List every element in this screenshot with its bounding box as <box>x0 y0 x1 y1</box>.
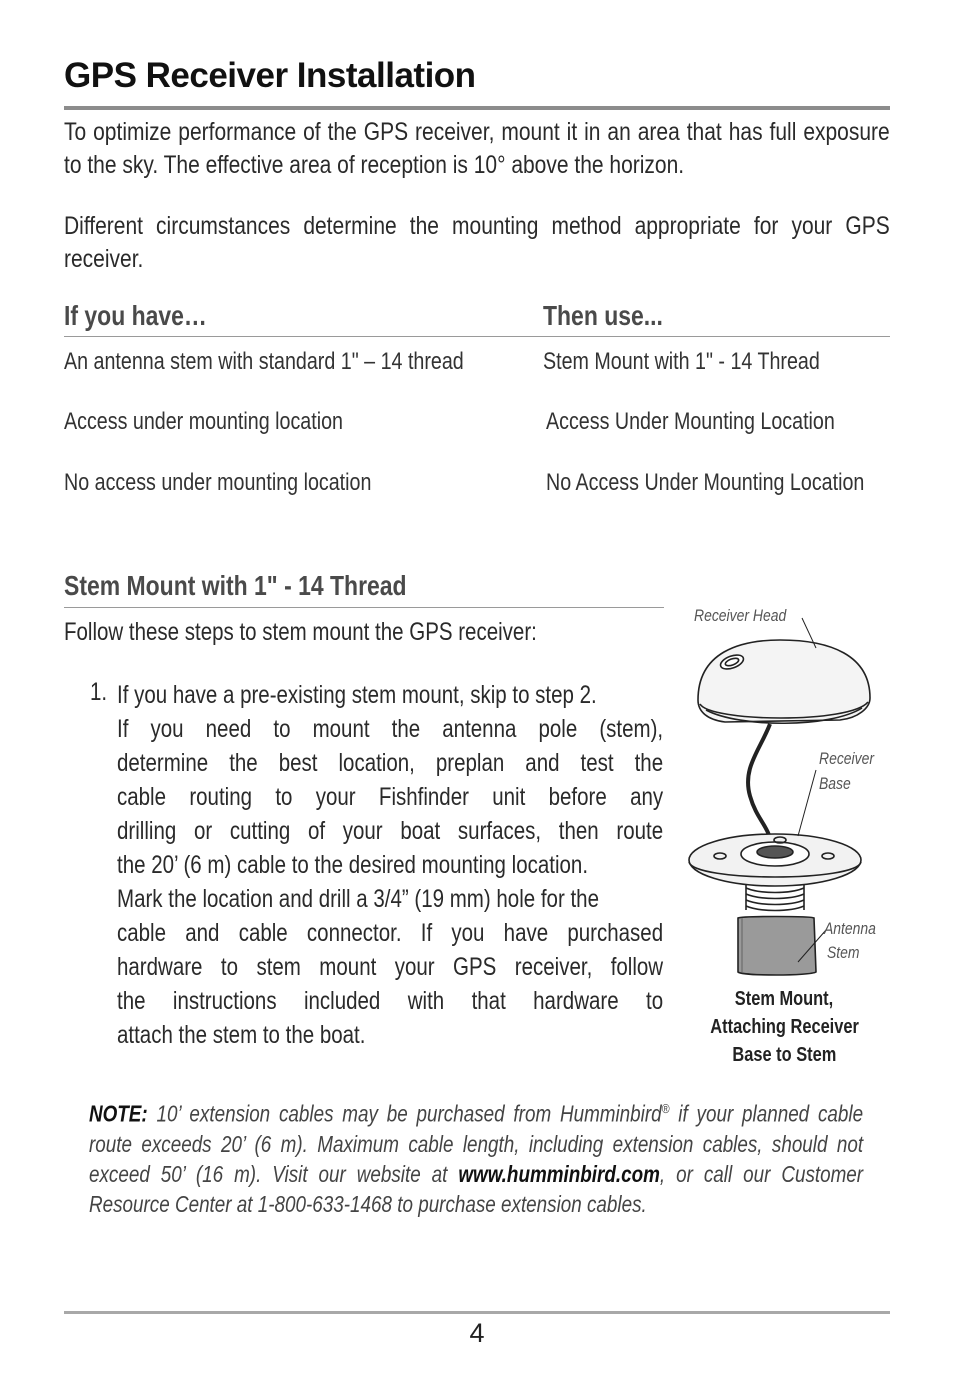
step-1-text <box>117 678 663 1052</box>
label-receiver-head <box>694 606 806 626</box>
page-title: GPS Receiver Installation <box>64 56 476 95</box>
note-text: 10’ extension cables may be purchased from Humminbird <box>147 1100 662 1127</box>
step-line: the instructions included with that hardware to <box>117 987 664 1015</box>
label-receiver-head-text: Receiver Head <box>694 606 787 625</box>
label-receiver-base-line2 <box>819 774 858 794</box>
table-cell <box>64 469 439 497</box>
section-heading-text: Stem Mount with 1" - 14 Thread <box>64 570 407 601</box>
step-line: the 20’ (6 m) cable to the desired mounting location. <box>117 851 589 879</box>
section-intro <box>64 618 641 647</box>
table-cell-text: No access under mounting location <box>64 469 372 496</box>
registered-mark: ® <box>661 1101 670 1116</box>
table-header-left-label: If you have… <box>64 300 207 331</box>
section-intro-text: Follow these steps to stem mount the GPS receiver: <box>64 618 537 646</box>
intro-paragraph-1 <box>64 116 890 182</box>
note-text: if your planned cable route exceeds 20’ (6 m). Maximum cable length, including extension cables, should not exceed 50’ (16 m). Visit our website at <box>89 1100 864 1187</box>
table-cell <box>543 348 881 376</box>
figure-caption <box>694 985 874 1069</box>
website-link[interactable]: www.humminbird.com <box>458 1160 660 1187</box>
section-divider <box>64 607 664 608</box>
step-line: If you have a pre-existing stem mount, skip to step 2. <box>117 681 597 709</box>
step-line: If you need to mount the antenna pole (stem), <box>117 715 664 743</box>
label-receiver-base-line1 <box>819 749 886 769</box>
caption-line-text: Stem Mount, <box>734 988 834 1010</box>
table-cell <box>64 348 552 376</box>
footer-divider <box>64 1311 890 1314</box>
table-cell-text: Stem Mount with 1" - 14 Thread <box>543 348 820 375</box>
step-number <box>90 678 111 707</box>
caption-line-text: Base to Stem <box>732 1044 836 1066</box>
intro-paragraph-1-text: To optimize performance of the GPS receiver, mount it in an area that has full exposure to the sky. The effective area of reception is 10° above the horizon. <box>64 118 890 179</box>
table-cell <box>546 469 934 497</box>
note-label: NOTE: <box>89 1100 148 1127</box>
intro-paragraph-2 <box>64 210 890 276</box>
caption-line-text: Attaching Receiver <box>710 1016 859 1038</box>
note-text: , or call our Customer Resource Center at 1-800-633-1468 to purchase extension cables. <box>89 1160 864 1217</box>
page-number: 4 <box>469 1318 485 1348</box>
label-antenna-stem-text: Antenna <box>824 919 876 938</box>
table-cell-text: Access under mounting location <box>64 408 343 435</box>
step-line: attach the stem to the boat. <box>117 1021 366 1049</box>
section-heading <box>64 570 482 602</box>
step-number-text: 1. <box>90 678 108 706</box>
note-paragraph <box>89 1094 863 1219</box>
caption-line <box>694 985 874 1013</box>
table-divider <box>64 336 890 337</box>
label-antenna-stem-line2 <box>827 943 867 963</box>
label-antenna-stem-text: Stem <box>827 943 860 962</box>
table-cell <box>64 408 404 436</box>
label-receiver-base-text: Receiver <box>819 749 875 768</box>
table-cell-text: Access Under Mounting Location <box>546 408 835 435</box>
step-line: drilling or cutting of your boat surfaces, then route <box>117 817 664 845</box>
step-line: Mark the location and drill a 3/4” (19 mm) hole for the <box>117 885 599 913</box>
table-header-then-use <box>543 300 689 332</box>
intro-paragraph-2-text: Different circumstances determine the mounting method appropriate for your GPS receiver. <box>64 212 890 273</box>
label-receiver-base-text: Base <box>819 774 851 793</box>
step-line: cable routing to your Fishfinder unit before any <box>117 783 664 811</box>
step-line: determine the best location, preplan and test the <box>117 749 664 777</box>
table-cell-text: An antenna stem with standard 1" – 14 thread <box>64 348 464 375</box>
table-header-if-you-have <box>64 300 238 332</box>
caption-line <box>694 1041 874 1069</box>
label-antenna-stem-line1 <box>824 919 887 939</box>
table-header-right-label: Then use... <box>543 300 663 331</box>
caption-line <box>694 1013 874 1041</box>
step-line: hardware to stem mount your GPS receiver, follow <box>117 953 664 981</box>
table-cell <box>546 408 898 436</box>
table-cell-text: No Access Under Mounting Location <box>546 469 865 496</box>
title-divider <box>64 106 890 110</box>
step-line: cable and cable connector. If you have purchased <box>117 919 664 947</box>
